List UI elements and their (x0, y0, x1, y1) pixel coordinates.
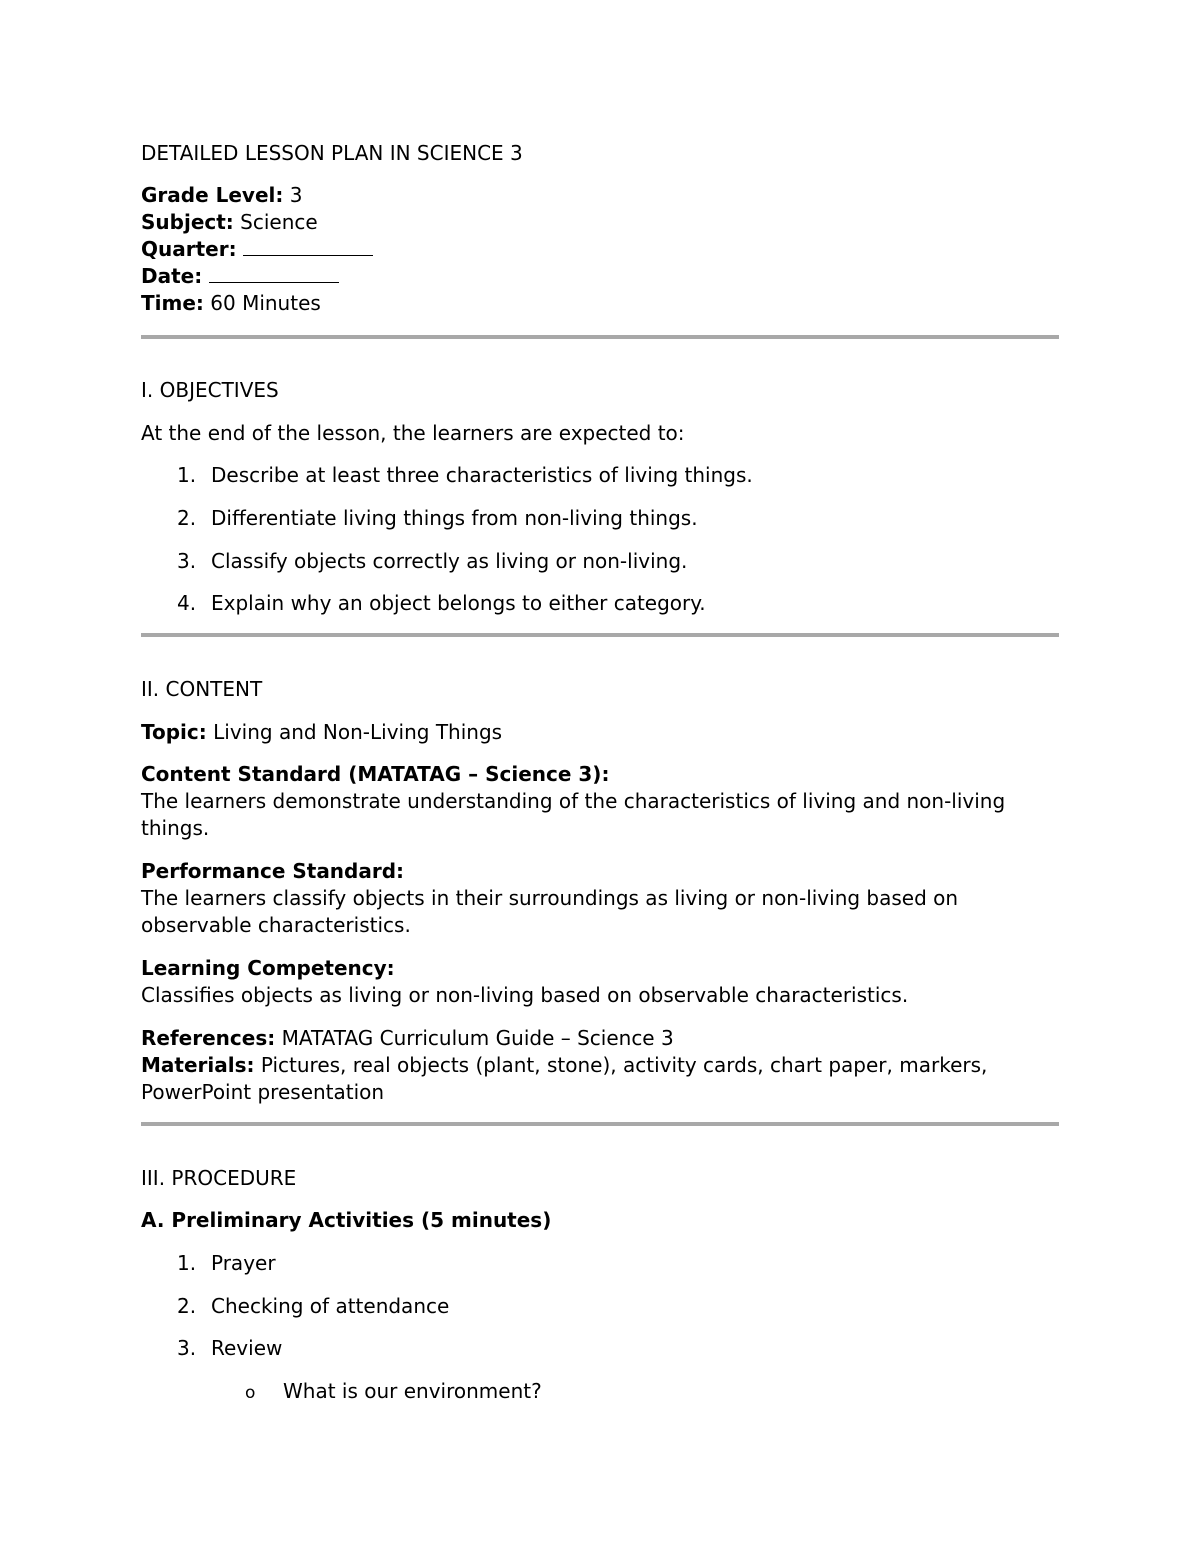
time-value: 60 Minutes (203, 291, 321, 315)
objective-item (177, 505, 698, 532)
list-number: 1. (177, 463, 197, 487)
learning-competency-text: Classifies objects as living or non-living based on observable characteristics. (141, 983, 909, 1007)
procedure-text: Prayer (211, 1251, 276, 1275)
review-question: What is our environment? (283, 1379, 542, 1403)
procedure-item (177, 1250, 276, 1277)
list-number: 1. (177, 1251, 197, 1275)
materials-line (141, 1052, 1059, 1106)
list-number: 3. (177, 549, 197, 573)
date-row (141, 263, 373, 290)
list-number: 2. (177, 506, 197, 530)
topic-label: Topic: (141, 720, 207, 744)
subject-value: Science (233, 210, 318, 234)
objective-item (177, 590, 706, 617)
grade-level-row (141, 182, 373, 209)
topic-line (141, 719, 1059, 746)
objective-text: Explain why an object belongs to either category. (211, 591, 706, 615)
lesson-meta (141, 182, 373, 317)
materials-value: Pictures, real objects (plant, stone), activity cards, chart paper, markers, PowerPoint presentation (141, 1053, 988, 1104)
date-blank-line (209, 264, 339, 283)
review-sub-item (245, 1378, 542, 1407)
content-standard-label: Content Standard (MATATAG – Science 3): (141, 762, 610, 786)
objective-text: Describe at least three characteristics of living things. (211, 463, 753, 487)
list-number: 3. (177, 1336, 197, 1360)
procedure-item (177, 1293, 449, 1320)
grade-level-value: 3 (283, 183, 303, 207)
performance-standard-text: The learners classify objects in their surroundings as living or non-living based on observable characteristics. (141, 886, 959, 937)
materials-label: Materials: (141, 1053, 255, 1077)
references-label: References: (141, 1026, 276, 1050)
quarter-blank-line (243, 237, 373, 256)
procedure-item (177, 1335, 282, 1362)
procedure-text: Review (211, 1336, 283, 1360)
procedure-text: Checking of attendance (211, 1294, 450, 1318)
objective-text: Classify objects correctly as living or non-living. (211, 549, 688, 573)
performance-standard-label: Performance Standard: (141, 859, 405, 883)
topic-value: Living and Non-Living Things (206, 720, 503, 744)
list-number: 4. (177, 591, 197, 615)
time-row (141, 290, 373, 317)
document-title: DETAILED LESSON PLAN IN SCIENCE 3 (141, 141, 523, 165)
objective-text: Differentiate living things from non-living things. (211, 506, 698, 530)
list-number: 2. (177, 1294, 197, 1318)
objective-item (177, 462, 753, 489)
references-line (141, 1025, 1059, 1052)
quarter-row (141, 236, 373, 263)
content-standard-text: The learners demonstrate understanding of the characteristics of living and non-living things. (141, 789, 1006, 840)
references-value: MATATAG Curriculum Guide – Science 3 (275, 1026, 674, 1050)
learning-competency-label: Learning Competency: (141, 956, 395, 980)
preliminary-activities-heading: A. Preliminary Activities (5 minutes) (141, 1208, 552, 1232)
objectives-heading: I. OBJECTIVES (141, 378, 279, 402)
content-heading: II. CONTENT (141, 677, 263, 701)
subject-row (141, 209, 373, 236)
section-divider (141, 335, 1059, 339)
objectives-intro: At the end of the lesson, the learners are expected to: (141, 421, 685, 445)
time-label: Time: (141, 291, 204, 315)
date-label: Date: (141, 264, 203, 288)
objective-item (177, 548, 687, 575)
subject-label: Subject: (141, 210, 234, 234)
grade-level-label: Grade Level: (141, 183, 284, 207)
procedure-heading: III. PROCEDURE (141, 1166, 297, 1190)
section-divider (141, 1122, 1059, 1126)
quarter-label: Quarter: (141, 237, 237, 261)
hollow-bullet-icon: o (245, 1383, 256, 1403)
section-divider (141, 633, 1059, 637)
